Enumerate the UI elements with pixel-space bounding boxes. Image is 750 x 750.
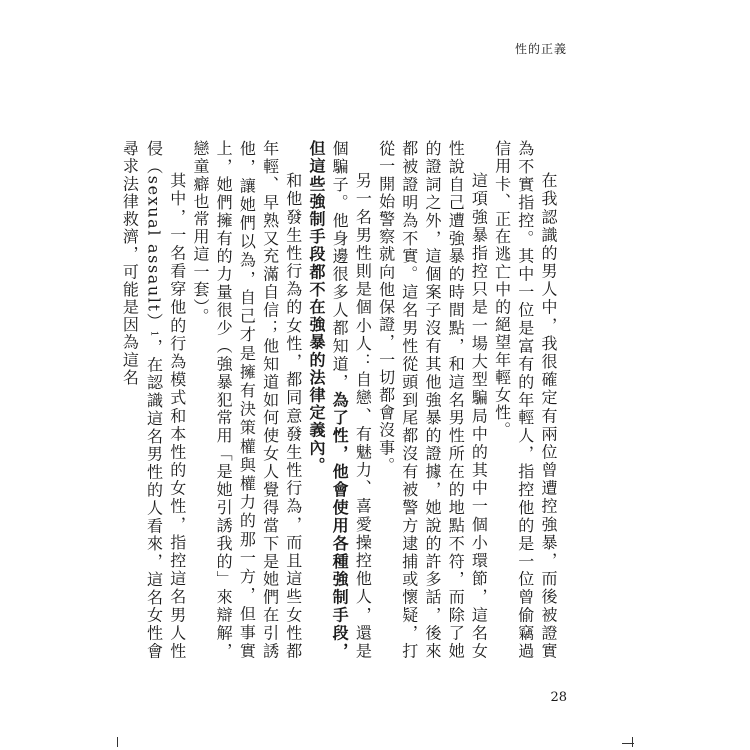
footnote-marker: 1	[148, 330, 159, 339]
crop-mark-right-horizontal	[622, 743, 634, 744]
running-head: 性的正義	[514, 42, 567, 56]
paragraph-5	[118, 140, 189, 660]
paragraph-5-text: 其中，一名看穿他的行為模式和本性的女性，指控這名男人性侵（sexual assault）	[144, 140, 187, 660]
crop-mark-left	[117, 737, 118, 747]
page-number: 28	[550, 690, 567, 705]
body-text	[120, 140, 560, 661]
paragraph-3	[305, 140, 375, 660]
paragraph-5-text-continued: ，在認識這名男性的人看來，這名女性會尋求法律救濟，可能是因為這名	[120, 140, 164, 660]
paragraph-3-bold-text: 為了性，他會使用各種強制手段，但這些強制手段都不在強暴的法律定義內。	[306, 140, 350, 661]
paragraph-4: 和他發生性行為的女性，都同意發生性行為，而且這些女性都年輕、早熟又充滿自信；他知道如何使女人覺得當下是她們在引誘他，讓她們以為，自己才是擁有決策權與權力的那一方，但事實上，她們擁有的力量很少（強暴犯常用「是她引誘我的」來辯解，戀童癖也常用這一套）。	[190, 140, 303, 660]
paragraph-1: 在我認識的男人中，我很確定有兩位曾遭控強暴，而後被證實為不實指控。其中一位是富有的年輕人，指控他的是一位曾偷竊過信用卡、正在逃亡中的絕望年輕女性。	[492, 140, 558, 660]
crop-mark-right-vertical	[632, 737, 633, 747]
paragraph-2: 這項強暴指控只是一場大型騙局中的其中一個小環節，這名女性說自己遭強暴的時間點，和這名男性所在的地點不符，而除了她的證詞之外，這個案子沒有其他強暴的證據，她說的許多話，後來都被證明為不實。這名男性從頭到尾都沒有被警方逮捕或懷疑，打從一開始警察就向他保證，一切都會沒事。	[376, 140, 489, 660]
paragraph-3-text: 另一名男性則是個小人：自戀、有魅力、喜愛操控他人，還是個騙子。他身邊很多人都知道，	[330, 140, 373, 660]
